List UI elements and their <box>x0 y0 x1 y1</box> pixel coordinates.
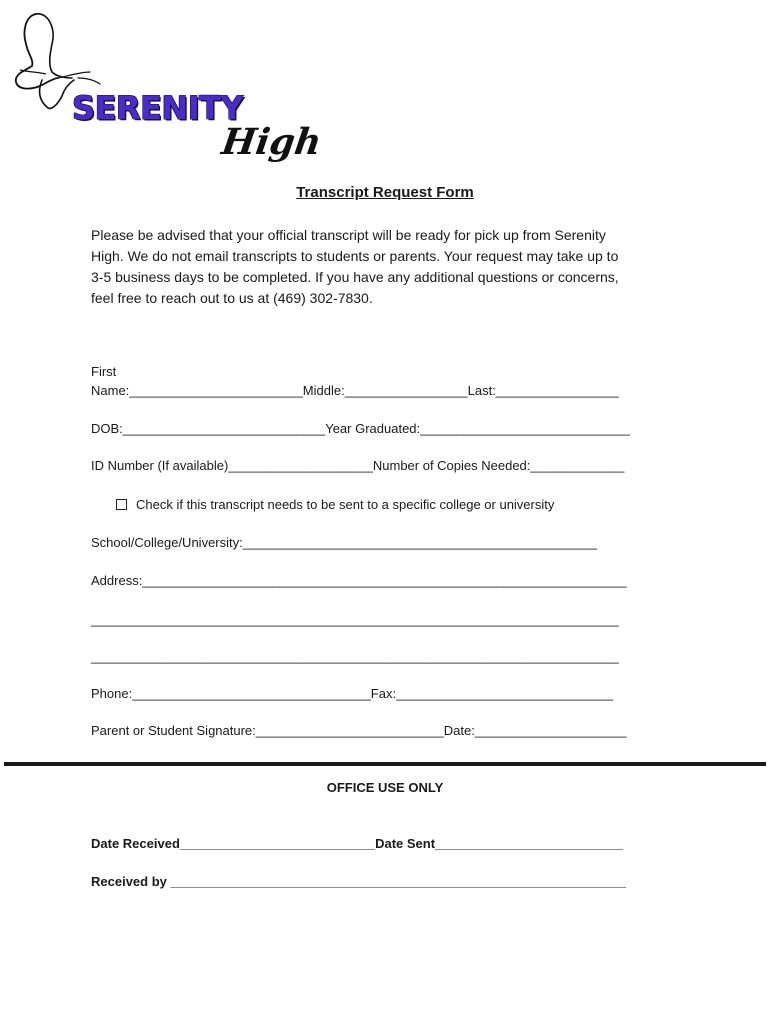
logo-wordmark: SERENITY <box>72 89 244 127</box>
logo-script: High <box>219 121 324 163</box>
phone-fax-field[interactable]: Phone:_________________________________Fax:______________________________ <box>91 686 613 701</box>
intro-line: 3-5 business days to be completed. If you have any additional questions or concerns, <box>91 269 619 285</box>
send-to-college-checkbox[interactable] <box>116 499 127 510</box>
first-label: First <box>91 364 117 379</box>
checkbox-label: Check if this transcript needs to be sent to a specific college or university <box>136 497 555 512</box>
send-to-college-option[interactable] <box>116 497 554 513</box>
school-field[interactable]: School/College/University:_________________________________________________ <box>91 535 598 550</box>
intro-paragraph <box>91 225 671 309</box>
office-use-heading: OFFICE USE ONLY <box>326 780 444 795</box>
address-line-2[interactable]: _________________________________________________________________________ <box>91 612 619 627</box>
name-field[interactable]: Name:________________________Middle:_________________Last:_________________ <box>91 383 619 398</box>
id-number-field[interactable]: ID Number (If available)____________________Number of Copies Needed:_____________ <box>91 458 625 473</box>
signature-field[interactable]: Parent or Student Signature:__________________________Date:_____________________ <box>91 723 627 738</box>
received-by-field[interactable]: Received by _______________________________________________________________ <box>91 874 626 889</box>
intro-line: feel free to reach out to us at (469) 302-7830. <box>91 290 373 306</box>
page-title: Transcript Request Form <box>296 184 474 201</box>
intro-line: High. We do not email transcripts to students or parents. Your request may take up to <box>91 248 619 264</box>
intro-line: Please be advised that your official transcript will be ready for pick up from Serenity <box>91 227 606 243</box>
dob-field[interactable]: DOB:____________________________Year Graduated:_____________________________ <box>91 421 630 436</box>
section-divider <box>4 762 766 766</box>
address-line-3[interactable]: _________________________________________________________________________ <box>91 649 619 664</box>
address-field[interactable]: Address:___________________________________________________________________ <box>91 573 627 588</box>
serenity-high-logo <box>8 8 324 178</box>
date-received-field[interactable]: Date Received___________________________Date Sent__________________________ <box>91 836 624 851</box>
